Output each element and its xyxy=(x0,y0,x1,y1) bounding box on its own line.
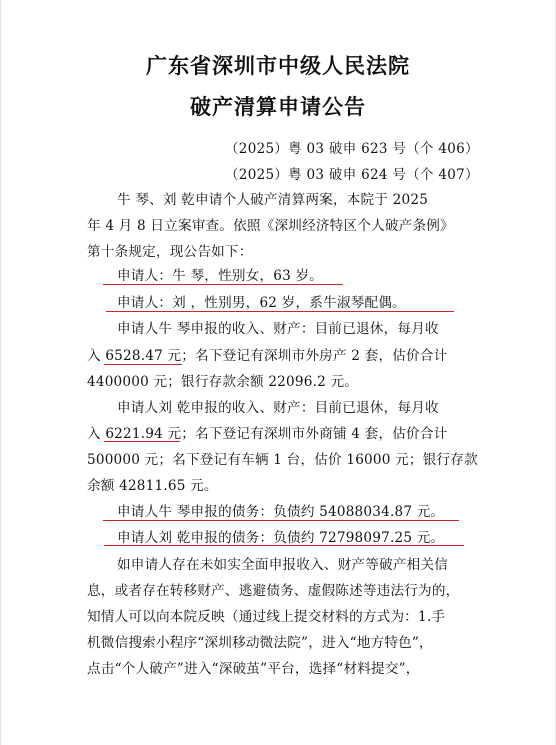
applicant-line-niu: 申请人：牛 琴，性别女，63 岁。 xyxy=(117,268,324,284)
body-line: 牛 琴、刘 乾申请个人破产清算两案，本院于 2025 xyxy=(117,192,429,208)
applicant-line-liu: 申请人：刘 ，性别男，62 岁，系牛淑琴配偶。 xyxy=(117,295,406,311)
red-underline xyxy=(103,284,343,285)
body-line: 知情人可以向本院反映（通过线上提交材料的方式为：1.手 xyxy=(87,609,446,625)
red-underline xyxy=(104,545,464,546)
body-line: 4400000 元；银行存款余额 22096.2 元。 xyxy=(87,374,359,390)
body-line: 息，或者存在转移财产、逃避债务、虚假陈述等违法行为的， xyxy=(87,583,460,599)
case-number-2: （2025）粤 03 破申 624 号（个 407） xyxy=(225,167,479,183)
debt-line-liu: 申请人刘 乾申报的债务：负债约 72798097.25 元。 xyxy=(117,530,445,546)
body-line: 第十条规定，现公告如下： xyxy=(87,244,253,260)
body-line: 余额 42811.65 元。 xyxy=(87,478,218,494)
red-underline xyxy=(103,520,459,521)
body-line: 如申请人存在未如实全面申报收入、财产等破产相关信 xyxy=(117,557,449,573)
red-underline xyxy=(106,311,454,312)
case-number-1: （2025）粤 03 破申 623 号（个 406） xyxy=(225,141,479,157)
debt-line-niu: 申请人牛 琴申报的债务：负债约 54088034.87 元。 xyxy=(117,504,445,520)
body-line: 500000 元；名下登记有车辆 1 台，估价 16000 元；银行存款 xyxy=(87,452,478,468)
red-underline xyxy=(104,364,182,365)
body-line: 入 6221.94 元；名下登记有深圳市外商铺 4 套，估价合计 xyxy=(87,426,448,442)
red-underline xyxy=(104,441,180,442)
body-line: 机微信搜索小程序“深圳移动微法院”，进入“地方特色”， xyxy=(87,635,433,651)
notice-title: 破产清算申请公告 xyxy=(190,94,366,119)
body-line: 点击“个人破产”进入“深破茧”平台，选择“材料提交”， xyxy=(87,661,420,677)
body-line: 入 6528.47 元；名下登记有深圳市外房产 2 套，估价合计 xyxy=(87,348,448,364)
court-name-title: 广东省深圳市中级人民法院 xyxy=(146,53,410,78)
body-line: 申请人牛 琴申报的收入、财产：目前已退休，每月收 xyxy=(117,321,439,337)
body-line: 年 4 月 8 日立案审查。依照《深圳经济特区个人破产条例》 xyxy=(87,218,454,234)
body-line: 申请人刘 乾申报的收入、财产：目前已退休，每月收 xyxy=(117,400,439,416)
